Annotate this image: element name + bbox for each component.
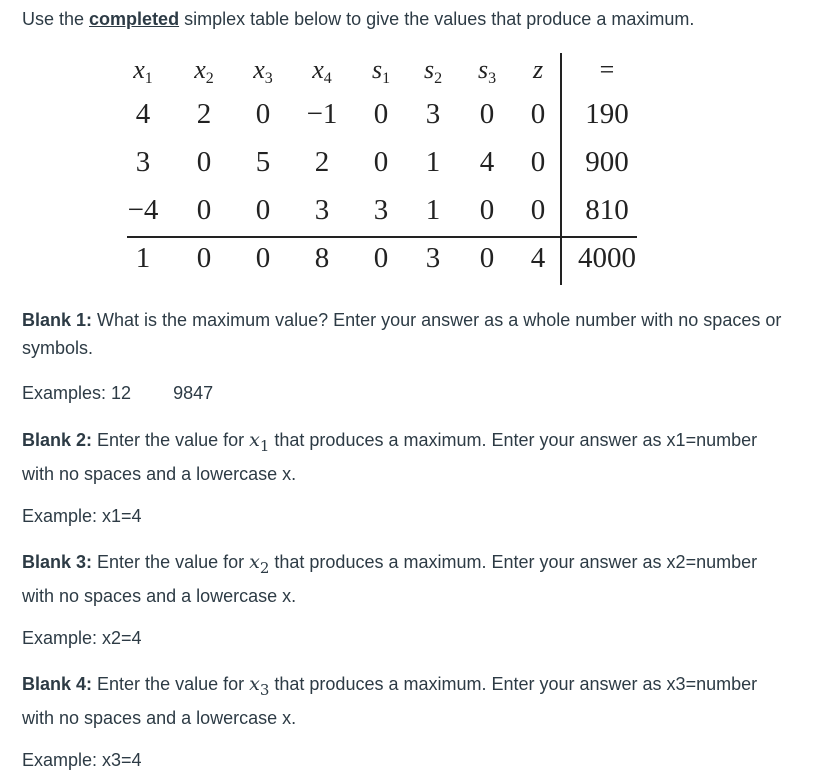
blank-1-example-label: Examples: 12 <box>22 383 132 403</box>
table-cell: 4 <box>479 146 495 178</box>
column-header-sub: 3 <box>488 70 497 87</box>
table-cell: 0 <box>255 194 271 226</box>
blank-3-prompt <box>22 548 782 610</box>
table-cell: 0 <box>373 98 389 130</box>
table-cell: 0 <box>479 242 495 274</box>
column-header-x2 <box>179 54 229 95</box>
blank-4-prompt <box>22 670 782 732</box>
blank-2-prompt <box>22 426 782 488</box>
table-cell: 8 <box>314 242 330 274</box>
table-rhs-cell: 900 <box>585 146 629 178</box>
column-header-x1 <box>118 54 168 95</box>
column-header-var: s <box>423 55 435 84</box>
table-cell: 3 <box>425 98 441 130</box>
blank-3-text-after: that produces a maximum. Enter your answer as x2=number with no spaces and a lowercase x. <box>22 552 758 606</box>
table-cell: 1 <box>425 194 441 226</box>
blank-1-label: Blank 1: <box>22 310 93 330</box>
table-cell: 0 <box>255 98 271 130</box>
column-header-sub: 1 <box>382 70 391 87</box>
blank-3-label: Blank 3: <box>22 552 93 572</box>
intro-emphasis: completed <box>89 9 180 29</box>
blank-1-prompt <box>22 306 782 362</box>
table-cell: 3 <box>135 146 151 178</box>
blank-4-text-before: Enter the value for <box>92 674 250 694</box>
column-header-var: x <box>194 55 206 84</box>
table-cell: 3 <box>425 242 441 274</box>
column-header-var: s <box>371 55 383 84</box>
column-header-var: x <box>253 55 265 84</box>
blank-3-text-before: Enter the value for <box>92 552 250 572</box>
column-header-z <box>513 54 563 86</box>
table-cell: 0 <box>196 146 212 178</box>
blank-4-variable <box>249 673 270 699</box>
blank-3-var-letter: x <box>249 551 260 573</box>
blank-2-example: Example: x1=4 <box>22 506 142 526</box>
column-header-x3 <box>238 54 288 95</box>
table-cell: 3 <box>373 194 389 226</box>
table-cell: 0 <box>196 194 212 226</box>
table-cell: 3 <box>314 194 330 226</box>
column-header-s1 <box>356 54 406 95</box>
column-header-sub: 2 <box>434 70 443 87</box>
column-header-sub: 3 <box>264 70 273 87</box>
table-cell: 4 <box>530 242 546 274</box>
table-cell: 4 <box>135 98 151 130</box>
table-cell: −4 <box>127 194 159 226</box>
blank-4-example: Example: x3=4 <box>22 750 142 770</box>
table-cell: 1 <box>135 242 151 274</box>
table-cell: 0 <box>530 194 546 226</box>
column-header-s3 <box>462 54 512 95</box>
blank-2-text-after: that produces a maximum. Enter your answer as x1=number with no spaces and a lowercase x. <box>22 430 758 484</box>
blank-2-var-letter: x <box>249 429 260 451</box>
table-cell: 0 <box>479 194 495 226</box>
table-rhs-cell: 4000 <box>578 242 636 274</box>
blank-2-variable <box>249 429 270 455</box>
blank-2-label: Blank 2: <box>22 430 93 450</box>
table-cell: 0 <box>196 242 212 274</box>
blank-4-label: Blank 4: <box>22 674 93 694</box>
blank-2-text-before: Enter the value for <box>92 430 250 450</box>
column-header-sub: 4 <box>323 70 332 87</box>
blank-2-var-sub: 1 <box>259 436 270 455</box>
table-cell: 0 <box>530 146 546 178</box>
blank-3-example: Example: x2=4 <box>22 628 142 648</box>
blank-4-var-sub: 3 <box>259 680 270 699</box>
column-header-var: z <box>532 55 544 84</box>
intro-suffix: simplex table below to give the values that produce a maximum. <box>179 9 695 29</box>
blank-1-text: What is the maximum value? Enter your answer as a whole number with no spaces or symbols. <box>22 310 782 358</box>
table-cell: 0 <box>479 98 495 130</box>
objective-row-divider <box>127 236 637 238</box>
table-cell: 5 <box>255 146 271 178</box>
table-rhs-cell: 190 <box>585 98 629 130</box>
blank-4-var-letter: x <box>249 673 260 695</box>
column-header-var: s <box>477 55 489 84</box>
blank-3-var-sub: 2 <box>259 558 270 577</box>
intro-prefix: Use the <box>22 9 90 29</box>
table-cell: 0 <box>373 146 389 178</box>
table-cell: 2 <box>314 146 330 178</box>
simplex-table <box>0 0 813 290</box>
table-cell: 2 <box>196 98 212 130</box>
column-header-rhs: = <box>599 55 615 84</box>
column-header-sub: 1 <box>144 70 153 87</box>
blank-3-variable <box>249 551 270 577</box>
table-cell: 1 <box>425 146 441 178</box>
blank-1-examples <box>22 379 782 407</box>
table-cell: −1 <box>306 98 338 130</box>
column-header-s2 <box>408 54 458 95</box>
column-header-sub: 2 <box>205 70 214 87</box>
blank-1-example-value: 9847 <box>173 383 214 403</box>
table-rhs-cell: 810 <box>585 194 629 226</box>
table-cell: 0 <box>255 242 271 274</box>
table-cell: 0 <box>373 242 389 274</box>
blank-4-text-after: that produces a maximum. Enter your answer as x3=number with no spaces and a lowercase x. <box>22 674 758 728</box>
column-header-var: x <box>312 55 324 84</box>
column-header-var: x <box>133 55 145 84</box>
column-header-x4 <box>297 54 347 95</box>
table-cell: 0 <box>530 98 546 130</box>
